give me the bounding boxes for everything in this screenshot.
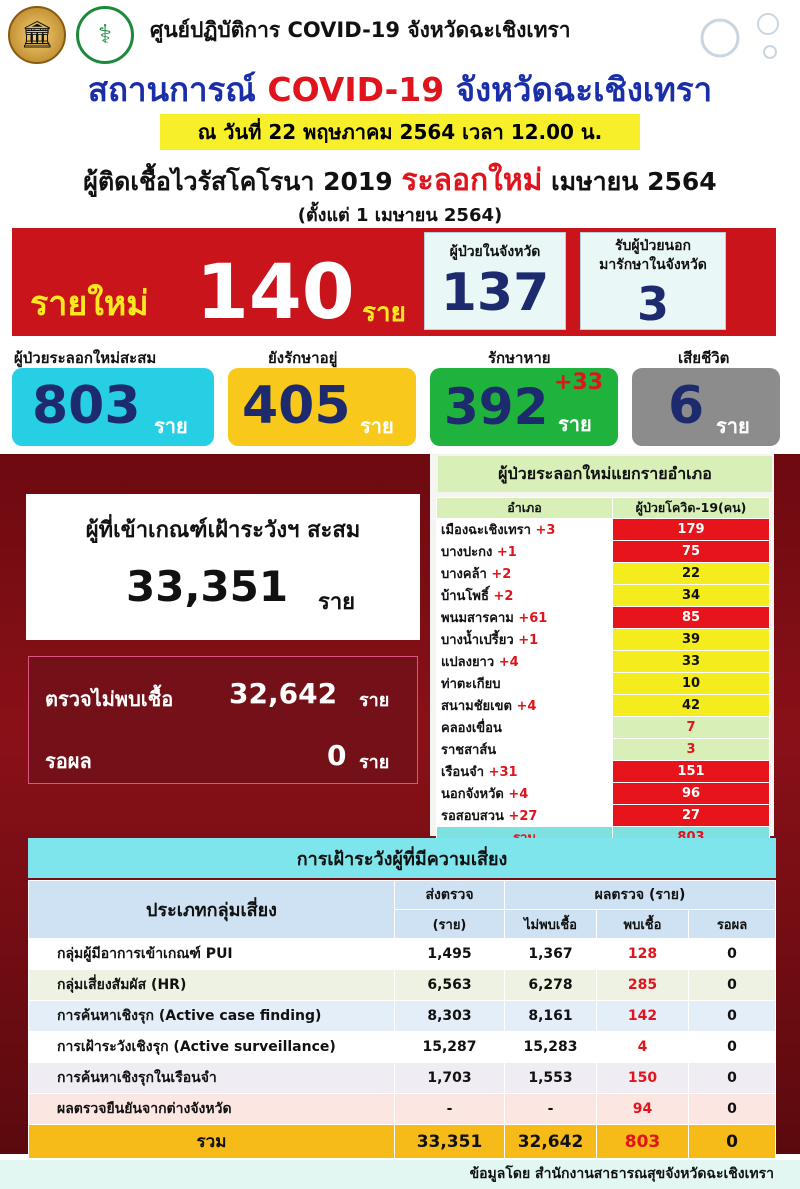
risk-col-result: ผลตรวจ (ราย) bbox=[505, 881, 776, 910]
district-increase: +2 bbox=[491, 567, 512, 582]
new-cases-value: 140 bbox=[196, 247, 355, 336]
district-name: รอสอบสวน +27 bbox=[437, 805, 613, 827]
risk-title: การเฝ้าระวังผู้ที่มีความเสี่ยง bbox=[28, 838, 776, 878]
risk-total-negative: 32,642 bbox=[505, 1125, 597, 1159]
district-value: 96 bbox=[613, 783, 770, 805]
risk-negative: 8,161 bbox=[505, 1001, 597, 1032]
risk-pending: 0 bbox=[689, 1063, 776, 1094]
district-name: คลองเขื่อน bbox=[437, 717, 613, 739]
district-value: 75 bbox=[613, 541, 770, 563]
moph-logo-icon: ⚕ bbox=[76, 6, 134, 64]
wave-title: ผู้ติดเชื้อไวรัสโคโรนา 2019 ระลอกใหม่ เมษายน 2564 bbox=[83, 163, 717, 198]
district-name: สนามชัยเขต +4 bbox=[437, 695, 613, 717]
risk-col-category: ประเภทกลุ่มเสี่ยง bbox=[29, 881, 395, 939]
district-increase: +27 bbox=[508, 809, 538, 824]
date-line: ณ วันที่ 22 พฤษภาคม 2564 เวลา 12.00 น. bbox=[160, 114, 640, 150]
risk-positive: 4 bbox=[597, 1032, 689, 1063]
stat-cumulative-label: ผู้ป่วยระลอกใหม่สะสม bbox=[14, 349, 157, 367]
risk-col-sent: ส่งตรวจ bbox=[395, 881, 505, 910]
district-name: พนมสารคาม +61 bbox=[437, 607, 613, 629]
since-note: (ตั้งแต่ 1 เมษายน 2564) bbox=[297, 205, 503, 226]
pending-value: 0 bbox=[327, 739, 347, 772]
district-value: 3 bbox=[613, 739, 770, 761]
center-title: ศูนย์ปฏิบัติการ COVID-19 จังหวัดฉะเชิงเทรา bbox=[150, 18, 571, 42]
risk-row bbox=[29, 939, 776, 970]
risk-pending: 0 bbox=[689, 970, 776, 1001]
risk-negative: 6,278 bbox=[505, 970, 597, 1001]
district-col-value: ผู้ป่วยโควิด-19(คน) bbox=[613, 498, 770, 519]
in-province-box bbox=[424, 232, 566, 330]
district-table bbox=[436, 497, 770, 849]
stat-death-label: เสียชีวิต bbox=[678, 349, 730, 367]
risk-positive: 285 bbox=[597, 970, 689, 1001]
district-increase: +1 bbox=[496, 545, 517, 560]
risk-pending: 0 bbox=[689, 939, 776, 970]
district-row bbox=[437, 673, 770, 695]
district-value: 10 bbox=[613, 673, 770, 695]
pending-label: รอผล bbox=[45, 749, 92, 773]
district-value: 22 bbox=[613, 563, 770, 585]
risk-sent: 15,287 bbox=[395, 1032, 505, 1063]
negative-label: ตรวจไม่พบเชื้อ bbox=[45, 687, 174, 711]
risk-category: การค้นหาเชิงรุก (Active case finding) bbox=[29, 1001, 395, 1032]
in-province-value: 137 bbox=[440, 263, 550, 323]
risk-negative: - bbox=[505, 1094, 597, 1125]
stat-cumulative-value: 803 bbox=[32, 376, 141, 436]
risk-category: การเฝ้าระวังเชิงรุก (Active surveillance) bbox=[29, 1032, 395, 1063]
risk-header-row bbox=[29, 881, 776, 910]
stat-treating-card bbox=[228, 368, 416, 446]
stat-cumulative-card bbox=[12, 368, 214, 446]
risk-sent: 1,703 bbox=[395, 1063, 505, 1094]
risk-category: กลุ่มผู้มีอาการเข้าเกณฑ์ PUI bbox=[29, 939, 395, 970]
district-increase: +31 bbox=[488, 765, 518, 780]
test-result-box bbox=[28, 656, 418, 784]
district-name: บางน้ำเปรี้ยว +1 bbox=[437, 629, 613, 651]
stat-death-unit: ราย bbox=[716, 414, 750, 438]
surveillance-unit: ราย bbox=[318, 590, 356, 615]
risk-col-pending: รอผล bbox=[689, 910, 776, 939]
risk-row bbox=[29, 1032, 776, 1063]
stat-recovered-card bbox=[430, 368, 618, 446]
new-cases-label: รายใหม่ bbox=[30, 284, 149, 324]
district-value: 33 bbox=[613, 651, 770, 673]
risk-pending: 0 bbox=[689, 1094, 776, 1125]
district-name: นอกจังหวัด +4 bbox=[437, 783, 613, 805]
district-row bbox=[437, 607, 770, 629]
risk-sent: 6,563 bbox=[395, 970, 505, 1001]
district-increase: +2 bbox=[493, 589, 514, 604]
negative-value: 32,642 bbox=[229, 677, 338, 710]
district-value: 39 bbox=[613, 629, 770, 651]
risk-total-sent: 33,351 bbox=[395, 1125, 505, 1159]
risk-negative: 1,367 bbox=[505, 939, 597, 970]
risk-positive: 128 bbox=[597, 939, 689, 970]
risk-sent: 8,303 bbox=[395, 1001, 505, 1032]
surveillance-title: ผู้ที่เข้าเกณฑ์เฝ้าระวังฯ สะสม bbox=[85, 518, 361, 543]
district-name: เมืองฉะเชิงเทรา +3 bbox=[437, 519, 613, 541]
risk-positive: 150 bbox=[597, 1063, 689, 1094]
district-header-row bbox=[437, 498, 770, 519]
virus-decoration-icon bbox=[690, 6, 790, 62]
district-increase: +4 bbox=[516, 699, 537, 714]
risk-negative: 1,553 bbox=[505, 1063, 597, 1094]
stat-treating-label: ยังรักษาอยู่ bbox=[268, 349, 338, 367]
district-value: 7 bbox=[613, 717, 770, 739]
district-row bbox=[437, 585, 770, 607]
district-increase: +4 bbox=[498, 655, 519, 670]
risk-pending: 0 bbox=[689, 1001, 776, 1032]
risk-total-label: รวม bbox=[29, 1125, 395, 1159]
district-row bbox=[437, 651, 770, 673]
risk-category: กลุ่มเสี่ยงสัมผัส (HR) bbox=[29, 970, 395, 1001]
risk-positive: 142 bbox=[597, 1001, 689, 1032]
risk-negative: 15,283 bbox=[505, 1032, 597, 1063]
source-note: ข้อมูลโดย สำนักงานสาธารณสุขจังหวัดฉะเชิงเทรา bbox=[0, 1160, 800, 1189]
in-province-label: ผู้ป่วยในจังหวัด bbox=[449, 244, 541, 260]
district-col-name: อำเภอ bbox=[437, 498, 613, 519]
district-name: บางคล้า +2 bbox=[437, 563, 613, 585]
district-name: บางปะกง +1 bbox=[437, 541, 613, 563]
district-name: ราชสาส์น bbox=[437, 739, 613, 761]
from-outside-box bbox=[580, 232, 726, 330]
district-row bbox=[437, 739, 770, 761]
risk-col-positive: พบเชื้อ bbox=[597, 910, 689, 939]
risk-total-positive: 803 bbox=[597, 1125, 689, 1159]
risk-positive: 94 bbox=[597, 1094, 689, 1125]
from-outside-value: 3 bbox=[636, 277, 669, 331]
main-title: สถานการณ์ COVID-19 จังหวัดฉะเชิงเทรา bbox=[87, 70, 713, 109]
new-cases-unit: ราย bbox=[362, 298, 406, 328]
district-increase: +61 bbox=[518, 611, 548, 626]
pending-unit: ราย bbox=[359, 752, 390, 773]
district-value: 27 bbox=[613, 805, 770, 827]
district-increase: +4 bbox=[508, 787, 529, 802]
district-row bbox=[437, 761, 770, 783]
risk-row bbox=[29, 1094, 776, 1125]
district-row bbox=[437, 563, 770, 585]
risk-pending: 0 bbox=[689, 1032, 776, 1063]
risk-col-sent-unit: (ราย) bbox=[395, 910, 505, 939]
risk-table bbox=[28, 880, 776, 1159]
district-value: 42 bbox=[613, 695, 770, 717]
risk-category: ผลตรวจยืนยันจากต่างจังหวัด bbox=[29, 1094, 395, 1125]
district-row bbox=[437, 783, 770, 805]
district-row bbox=[437, 695, 770, 717]
stat-recovered-value: 392 bbox=[444, 378, 549, 436]
risk-total-row bbox=[29, 1125, 776, 1159]
stat-death-value: 6 bbox=[668, 376, 705, 436]
risk-total-pending: 0 bbox=[689, 1125, 776, 1159]
risk-row bbox=[29, 1063, 776, 1094]
district-value: 179 bbox=[613, 519, 770, 541]
district-row bbox=[437, 805, 770, 827]
district-row bbox=[437, 519, 770, 541]
from-outside-label: รับผู้ป่วยนอก มารักษาในจังหวัด bbox=[599, 238, 707, 273]
risk-category: การค้นหาเชิงรุกในเรือนจำ bbox=[29, 1063, 395, 1094]
district-value: 34 bbox=[613, 585, 770, 607]
stat-cumulative-unit: ราย bbox=[154, 414, 188, 438]
district-row bbox=[437, 541, 770, 563]
provincial-seal-icon: 🏛 bbox=[8, 6, 66, 64]
district-value: 151 bbox=[613, 761, 770, 783]
stat-recovered-unit: ราย bbox=[558, 412, 592, 436]
surveillance-value: 33,351 bbox=[126, 562, 289, 611]
risk-col-negative: ไม่พบเชื้อ bbox=[505, 910, 597, 939]
district-row bbox=[437, 717, 770, 739]
surveillance-box bbox=[26, 494, 420, 640]
district-name: เรือนจำ +31 bbox=[437, 761, 613, 783]
district-name: แปลงยาว +4 bbox=[437, 651, 613, 673]
district-value: 85 bbox=[613, 607, 770, 629]
stat-recovered-increase: +33 bbox=[554, 370, 604, 395]
stat-recovered-label: รักษาหาย bbox=[488, 349, 551, 367]
stat-treating-unit: ราย bbox=[360, 414, 394, 438]
risk-row bbox=[29, 970, 776, 1001]
risk-sent: - bbox=[395, 1094, 505, 1125]
risk-sent: 1,495 bbox=[395, 939, 505, 970]
district-title: ผู้ป่วยระลอกใหม่แยกรายอำเภอ bbox=[438, 456, 772, 492]
district-increase: +1 bbox=[518, 633, 539, 648]
district-name: บ้านโพธิ์ +2 bbox=[437, 585, 613, 607]
stat-death-card bbox=[632, 368, 780, 446]
negative-unit: ราย bbox=[359, 690, 390, 711]
district-increase: +3 bbox=[535, 523, 556, 538]
district-row bbox=[437, 629, 770, 651]
risk-row bbox=[29, 1001, 776, 1032]
stat-treating-value: 405 bbox=[242, 376, 351, 436]
district-name: ท่าตะเกียบ bbox=[437, 673, 613, 695]
